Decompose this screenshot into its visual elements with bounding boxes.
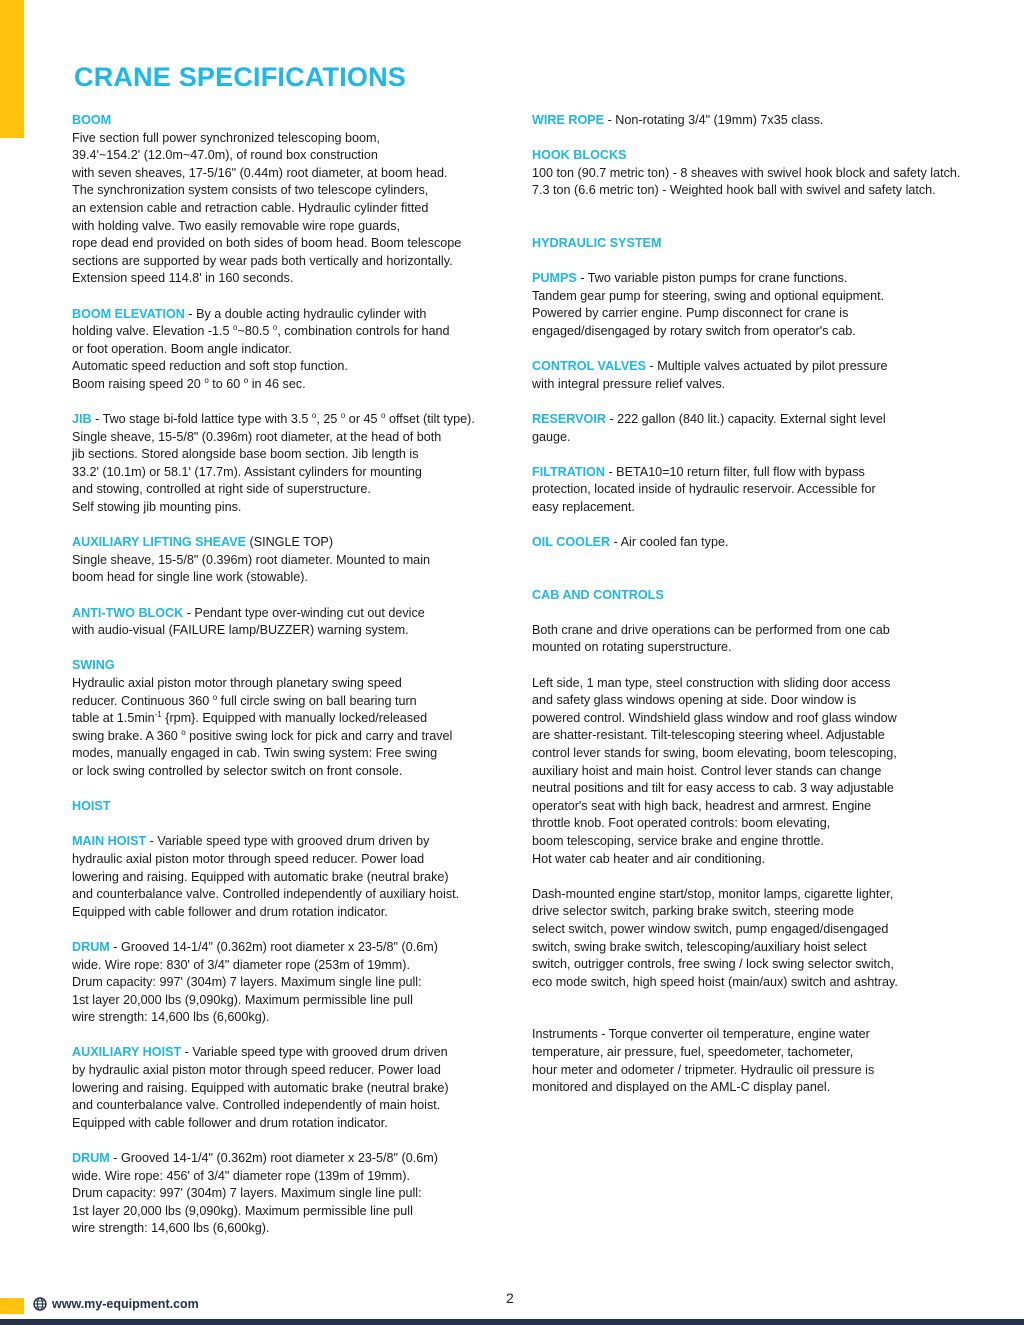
degree-superscript: o bbox=[181, 727, 186, 737]
text-run: - Grooved 14-1/4" (0.362m) root diameter x 23-5/8" (0.6m) bbox=[109, 1151, 438, 1166]
text-line bbox=[72, 710, 517, 728]
section-boom bbox=[72, 112, 517, 288]
text-run: (SINGLE TOP) bbox=[246, 535, 334, 550]
text-line bbox=[532, 358, 1002, 376]
section-boom-elevation bbox=[72, 306, 517, 394]
text-line: Automatic speed reduction and soft stop function. bbox=[72, 359, 348, 374]
text-line: wide. Wire rope: 456' of 3/4" diameter rope (139m of 19mm). bbox=[72, 1168, 410, 1183]
text-line: select switch, power window switch, pump engaged/disengaged bbox=[532, 921, 889, 936]
text-line: lowering and raising. Equipped with automatic brake (neutral brake) bbox=[72, 1080, 449, 1095]
text-line bbox=[72, 411, 517, 429]
text-line: by hydraulic axial piston motor through speed reducer. Power load bbox=[72, 1063, 441, 1078]
cab-paragraph-3 bbox=[532, 886, 1002, 992]
degree-superscript: o bbox=[204, 375, 209, 385]
text-run: - Two variable piston pumps for crane functions. bbox=[576, 271, 848, 286]
section-heading: CAB AND CONTROLS bbox=[532, 587, 664, 602]
text-run: - Grooved 14-1/4" (0.362m) root diameter x 23-5/8" (0.6m) bbox=[109, 939, 438, 954]
text-line: 7.3 ton (6.6 metric ton) - Weighted hook ball with swivel and safety latch. bbox=[532, 183, 936, 198]
text-run: , 25 bbox=[316, 412, 341, 427]
text-run: - BETA10=10 return filter, full flow with bypass bbox=[604, 464, 865, 479]
footer-website[interactable] bbox=[33, 1297, 199, 1311]
degree-superscript: o bbox=[340, 411, 346, 421]
text-run: reducer. Continuous 360 bbox=[72, 693, 213, 708]
text-line: or lock swing controlled by selector switch on front console. bbox=[72, 763, 403, 778]
text-line bbox=[72, 534, 517, 552]
text-line: and safety glass windows opening at side. Door window is bbox=[532, 693, 857, 708]
text-run: Boom raising speed 20 bbox=[72, 376, 205, 391]
section-heading: ANTI-TWO BLOCK bbox=[72, 605, 184, 620]
text-line bbox=[72, 1150, 517, 1168]
cab-paragraph-1 bbox=[532, 622, 1002, 657]
text-line: Dash-mounted engine start/stop, monitor lamps, cigarette lighter, bbox=[532, 886, 894, 901]
text-line: operator's seat with high back, headrest and armrest. Engine bbox=[532, 798, 872, 813]
section-heading: DRUM bbox=[72, 939, 110, 954]
text-line: eco mode switch, high speed hoist (main/aux) switch and ashtray. bbox=[532, 974, 898, 989]
text-run: table at 1.5min bbox=[72, 711, 155, 726]
website-url[interactable]: www.my-equipment.com bbox=[52, 1297, 199, 1311]
text-line: switch, outrigger controls, free swing / lock swing selector switch, bbox=[532, 957, 894, 972]
text-line bbox=[72, 728, 517, 746]
section-heading: WIRE ROPE bbox=[532, 113, 605, 127]
section-hook-blocks bbox=[532, 147, 1002, 200]
text-run: - 222 gallon (840 lit.) capacity. External sight level bbox=[605, 411, 886, 426]
text-line bbox=[72, 605, 517, 623]
section-heading: RESERVOIR bbox=[532, 411, 606, 426]
text-line bbox=[72, 693, 517, 711]
text-line: switch, swing brake switch, telescoping/auxiliary hoist select bbox=[532, 939, 867, 954]
text-line: Hydraulic axial piston motor through planetary swing speed bbox=[72, 676, 402, 690]
text-line: monitored and displayed on the AML-C display panel. bbox=[532, 1080, 831, 1095]
section-drum-main bbox=[72, 939, 517, 1027]
text-line bbox=[532, 464, 1002, 482]
footer-bar bbox=[0, 1319, 1024, 1325]
text-line: Powered by carrier engine. Pump disconnect for crane is bbox=[532, 306, 849, 321]
text-line bbox=[72, 939, 517, 957]
text-line: Left side, 1 man type, steel construction with sliding door access bbox=[532, 675, 891, 690]
text-line: are shatter-resistant. Tilt-telescoping steering wheel. Adjustable bbox=[532, 728, 885, 743]
accent-bar bbox=[0, 0, 24, 138]
degree-superscript: o bbox=[381, 411, 386, 421]
text-line: 1st layer 20,000 lbs (9,090kg). Maximum permissible line pull bbox=[72, 1203, 413, 1218]
text-line: protection, located inside of hydraulic reservoir. Accessible for bbox=[532, 482, 876, 497]
section-main-hoist bbox=[72, 833, 517, 921]
text-run: , combination controls for hand bbox=[277, 324, 450, 339]
text-line: Single sheave, 15-5/8" (0.396m) root diameter, at the head of both bbox=[72, 429, 442, 444]
section-jib bbox=[72, 411, 517, 517]
text-line: rope dead end provided on both sides of boom head. Boom telescope bbox=[72, 236, 462, 251]
text-run: - By a double acting hydraulic cylinder with bbox=[184, 306, 427, 321]
text-line: sections are supported by wear pads both vertically and horizontally. bbox=[72, 253, 453, 268]
text-line bbox=[72, 833, 517, 851]
text-line: jib sections. Stored alongside base boom section. Jib length is bbox=[72, 447, 419, 462]
text-run: full circle swing on ball bearing turn bbox=[217, 693, 417, 708]
text-line: auxiliary hoist and main hoist. Control lever stands can change bbox=[532, 763, 882, 778]
section-heading: MAIN HOIST bbox=[72, 834, 147, 849]
degree-superscript: o bbox=[212, 692, 218, 702]
section-swing bbox=[72, 657, 517, 780]
page-title: CRANE SPECIFICATIONS bbox=[74, 62, 407, 92]
section-oil-cooler bbox=[532, 534, 1002, 552]
section-heading: PUMPS bbox=[532, 271, 577, 286]
degree-superscript: o bbox=[233, 323, 238, 333]
text-line: 33.2' (10.1m) or 58.1' (17.7m). Assistant cylinders for mounting bbox=[72, 464, 422, 479]
text-line bbox=[72, 306, 517, 324]
text-line: Both crane and drive operations can be performed from one cab bbox=[532, 622, 890, 637]
footer-accent bbox=[0, 1298, 24, 1314]
text-run: - Non-rotating 3/4" (19mm) 7x35 class. bbox=[604, 113, 824, 127]
text-line: modes, manually engaged in cab. Twin swing system: Free swing bbox=[72, 746, 438, 761]
section-heading: FILTRATION bbox=[532, 464, 605, 479]
text-run: {rpm}. Equipped with manually locked/released bbox=[161, 711, 428, 726]
text-line: Extension speed 114.8' in 160 seconds. bbox=[72, 271, 294, 286]
text-line bbox=[72, 1044, 517, 1062]
text-line: Five section full power synchronized telescoping boom, bbox=[72, 130, 381, 145]
text-line bbox=[532, 270, 1002, 288]
globe-icon bbox=[33, 1297, 47, 1311]
text-line: Tandem gear pump for steering, swing and optional equipment. bbox=[532, 288, 885, 303]
text-line: wire strength: 14,600 lbs (6,600kg). bbox=[72, 1010, 270, 1025]
section-heading: BOOM ELEVATION bbox=[72, 306, 185, 321]
text-line bbox=[532, 112, 1002, 130]
text-line bbox=[72, 323, 517, 341]
section-heading: OIL COOLER bbox=[532, 535, 611, 550]
cab-paragraph-2 bbox=[532, 675, 1002, 869]
text-line: hour meter and odometer / tripmeter. Hydraulic oil pressure is bbox=[532, 1062, 875, 1077]
text-line: 1st layer 20,000 lbs (9,090kg). Maximum permissible line pull bbox=[72, 992, 413, 1007]
degree-superscript: o bbox=[272, 323, 278, 333]
section-filtration bbox=[532, 464, 1002, 517]
text-line: throttle knob. Foot operated controls: boom elevating, bbox=[532, 816, 831, 831]
section-hydraulic-system bbox=[532, 235, 1002, 253]
text-line: temperature, air pressure, fuel, speedometer, tachometer, bbox=[532, 1044, 854, 1059]
section-heading: HOIST bbox=[72, 799, 111, 814]
text-run: - Variable speed type with grooved drum driven bbox=[181, 1045, 448, 1060]
section-hoist bbox=[72, 798, 517, 816]
degree-superscript: o bbox=[311, 411, 317, 421]
section-aux-lifting-sheave bbox=[72, 534, 517, 587]
text-line: The synchronization system consists of two telescope cylinders, bbox=[72, 183, 429, 198]
text-run: holding valve. Elevation -1.5 bbox=[72, 324, 234, 339]
section-heading: CONTROL VALVES bbox=[532, 359, 647, 374]
exponent-superscript: -1 bbox=[154, 710, 162, 720]
section-heading: DRUM bbox=[72, 1151, 110, 1166]
text-line: drive selector switch, parking brake switch, steering mode bbox=[532, 904, 854, 919]
section-anti-two-block bbox=[72, 605, 517, 640]
text-run: in 46 sec. bbox=[248, 376, 306, 391]
text-run: or 45 bbox=[345, 412, 382, 427]
text-line: with holding valve. Two easily removable wire rope guards, bbox=[72, 218, 401, 233]
text-line: Instruments - Torque converter oil temperature, engine water bbox=[532, 1027, 870, 1042]
text-line: an extension cable and retraction cable. Hydraulic cylinder fitted bbox=[72, 200, 429, 215]
page-number: 2 bbox=[506, 1290, 514, 1306]
text-line: 39.4'~154.2' (12.0m~47.0m), of round box construction bbox=[72, 148, 378, 163]
text-line: boom telescoping, service brake and engine throttle. bbox=[532, 833, 824, 848]
text-line: with audio-visual (FAILURE lamp/BUZZER) warning system. bbox=[72, 623, 409, 638]
text-line: with integral pressure relief valves. bbox=[532, 376, 726, 391]
text-line: hydraulic axial piston motor through speed reducer. Power load bbox=[72, 851, 425, 866]
text-line bbox=[72, 376, 517, 394]
text-run: to 60 bbox=[208, 376, 244, 391]
text-line: gauge. bbox=[532, 429, 571, 444]
text-line: mounted on rotating superstructure. bbox=[532, 640, 732, 655]
text-run: - Two stage bi-fold lattice type with 3.5 bbox=[91, 412, 312, 427]
text-run: swing brake. A 360 bbox=[72, 728, 182, 743]
text-run: - Pendant type over-winding cut out device bbox=[183, 605, 425, 620]
section-heading: AUXILIARY HOIST bbox=[72, 1045, 182, 1060]
text-line: and counterbalance valve. Controlled independently of main hoist. bbox=[72, 1098, 441, 1113]
text-line bbox=[532, 411, 1002, 429]
section-heading: HYDRAULIC SYSTEM bbox=[532, 235, 662, 250]
text-run: - Air cooled fan type. bbox=[610, 535, 729, 550]
left-column bbox=[72, 112, 517, 1256]
text-line: Equipped with cable follower and drum rotation indicator. bbox=[72, 1115, 388, 1130]
cab-paragraph-4 bbox=[532, 1026, 1002, 1096]
text-line: 100 ton (90.7 metric ton) - 8 sheaves with swivel hook block and safety latch. bbox=[532, 165, 961, 180]
section-auxiliary-hoist bbox=[72, 1044, 517, 1132]
section-control-valves bbox=[532, 358, 1002, 393]
section-heading: AUXILIARY LIFTING SHEAVE bbox=[72, 535, 246, 550]
text-line: or foot operation. Boom angle indicator. bbox=[72, 341, 292, 356]
text-line bbox=[532, 534, 1002, 552]
text-line: wire strength: 14,600 lbs (6,600kg). bbox=[72, 1221, 270, 1236]
text-line: and counterbalance valve. Controlled independently of auxiliary hoist. bbox=[72, 887, 460, 902]
text-line: boom head for single line work (stowable). bbox=[72, 570, 308, 585]
text-line: engaged/disengaged by rotary switch from operator's cab. bbox=[532, 323, 856, 338]
text-line: powered control. Windshield glass window and roof glass window bbox=[532, 710, 897, 725]
text-run: positive swing lock for pick and carry and travel bbox=[185, 728, 453, 743]
section-drum-aux bbox=[72, 1150, 517, 1238]
section-heading: BOOM bbox=[72, 113, 112, 127]
section-reservoir bbox=[532, 411, 1002, 446]
degree-superscript: o bbox=[243, 375, 249, 385]
text-line: Drum capacity: 997' (304m) 7 layers. Maximum single line pull: bbox=[72, 975, 422, 990]
text-line: Self stowing jib mounting pins. bbox=[72, 500, 242, 515]
text-line: wide. Wire rope: 830' of 3/4" diameter rope (253m of 19mm). bbox=[72, 957, 410, 972]
text-line: Drum capacity: 997' (304m) 7 layers. Maximum single line pull: bbox=[72, 1186, 422, 1201]
text-line: with seven sheaves, 17-5/16" (0.44m) root diameter, at boom head. bbox=[72, 165, 448, 180]
text-line: Equipped with cable follower and drum rotation indicator. bbox=[72, 904, 388, 919]
section-heading: SWING bbox=[72, 658, 115, 673]
section-heading: JIB bbox=[72, 412, 92, 427]
right-column bbox=[532, 112, 1002, 1114]
text-run: offset (tilt type). bbox=[385, 412, 475, 427]
section-pumps bbox=[532, 270, 1002, 340]
section-cab-and-controls bbox=[532, 587, 1002, 605]
text-run: - Multiple valves actuated by pilot pressure bbox=[646, 359, 888, 374]
text-line: neutral positions and tilt for easy access to cab. 3 way adjustable bbox=[532, 781, 894, 796]
text-run: ~80.5 bbox=[237, 324, 273, 339]
text-line: control lever stands for swing, boom elevating, boom telescoping, bbox=[532, 746, 897, 760]
text-line: Hot water cab heater and air conditioning. bbox=[532, 851, 766, 866]
text-line: easy replacement. bbox=[532, 499, 635, 514]
text-line: and stowing, controlled at right side of superstructure. bbox=[72, 482, 371, 497]
text-line: lowering and raising. Equipped with automatic brake (neutral brake) bbox=[72, 869, 449, 884]
section-wire-rope bbox=[532, 112, 1002, 130]
text-run: - Variable speed type with grooved drum driven by bbox=[146, 834, 430, 849]
text-line: Single sheave, 15-5/8" (0.396m) root diameter. Mounted to main bbox=[72, 552, 430, 567]
section-heading: HOOK BLOCKS bbox=[532, 148, 627, 163]
